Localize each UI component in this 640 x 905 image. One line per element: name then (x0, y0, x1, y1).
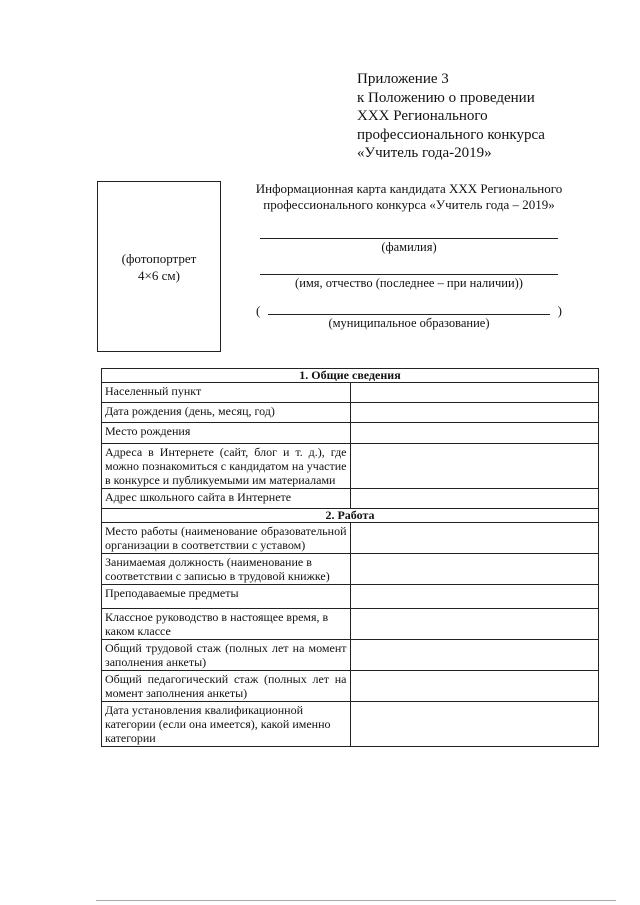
surname-caption: (фамилия) (381, 240, 437, 254)
name-field[interactable] (260, 274, 558, 291)
annex-contest-name: «Учитель года-2019» (357, 145, 492, 161)
annex-reference: к Положению о проведении (357, 89, 535, 106)
row-label-category: Дата установления квалификационной категории (если она имеется), какой именно категории (102, 702, 351, 747)
info-table (101, 368, 599, 747)
section-title-work: 2. Работа (102, 509, 599, 523)
card-title-line-1: Информационная карта кандидата XXX Регионального (255, 181, 563, 196)
row-label-internet: Адреса в Интернете (сайт, блог и т. д.), где можно познакомиться с кандидатом на участие в конкурсе и публикуемыми им материалами (102, 444, 351, 489)
row-value-internet[interactable] (350, 444, 599, 489)
row-label-birth-place: Место рождения (102, 423, 351, 444)
card-title (252, 181, 566, 213)
annex-contest-type: профессионального конкурса (357, 126, 545, 143)
card-title-line-2: профессионального конкурса «Учитель года – 2019» (263, 197, 555, 212)
photo-caption: (фотопортрет (121, 250, 197, 266)
row-value-locality[interactable] (350, 383, 599, 403)
table-row (102, 609, 599, 640)
table-row (102, 403, 599, 423)
row-label-birth-date: Дата рождения (день, месяц, год) (102, 403, 351, 423)
row-label-subjects: Преподаваемые предметы (102, 585, 351, 609)
table-row (102, 523, 599, 554)
page-bottom-rule (96, 900, 616, 901)
table-row (102, 554, 599, 585)
annex-number: Приложение 3 (357, 71, 449, 87)
section-header-general (102, 369, 599, 383)
annex-header (357, 70, 617, 163)
table-row (102, 640, 599, 671)
row-label-ped-experience: Общий педагогический стаж (полных лет на момент заполнения анкеты) (102, 671, 351, 702)
row-value-ped-experience[interactable] (350, 671, 599, 702)
row-label-total-experience: Общий трудовой стаж (полных лет на момент заполнения анкеты) (102, 640, 351, 671)
row-label-school-site: Адрес школьного сайта в Интернете (102, 489, 351, 509)
surname-line[interactable] (260, 238, 558, 239)
name-caption: (имя, отчество (последнее – при наличии)) (295, 276, 523, 290)
table-row (102, 423, 599, 444)
municipality-open-paren: ( (256, 303, 261, 318)
row-value-class-lead[interactable] (350, 609, 599, 640)
row-label-position: Занимаемая должность (наименование в соответствии с записью в трудовой книжке) (102, 554, 351, 585)
row-value-position[interactable] (350, 554, 599, 585)
table-row (102, 702, 599, 747)
row-value-birth-place[interactable] (350, 423, 599, 444)
row-label-workplace: Место работы (наименование образовательной организации в соответствии с уставом) (102, 523, 351, 554)
table-row (102, 585, 599, 609)
section-title-general: 1. Общие сведения (102, 369, 599, 383)
municipality-close-paren: ) (557, 303, 562, 318)
row-value-school-site[interactable] (350, 489, 599, 509)
row-value-total-experience[interactable] (350, 640, 599, 671)
table-row (102, 444, 599, 489)
row-value-category[interactable] (350, 702, 599, 747)
annex-contest-line: XXX Регионального (357, 108, 488, 124)
photo-size: 4×6 см) (138, 267, 180, 283)
municipality-caption: (муниципальное образование) (328, 316, 490, 330)
row-value-workplace[interactable] (350, 523, 599, 554)
section-header-work (102, 509, 599, 523)
table-row (102, 671, 599, 702)
row-value-subjects[interactable] (350, 585, 599, 609)
row-value-birth-date[interactable] (350, 403, 599, 423)
row-label-locality: Населенный пункт (102, 383, 351, 403)
municipality-line[interactable] (268, 314, 550, 315)
row-label-class-lead: Классное руководство в настоящее время, в каком классе (102, 609, 351, 640)
table-row (102, 489, 599, 509)
table-row (102, 383, 599, 403)
photo-placeholder[interactable] (97, 181, 221, 352)
name-line[interactable] (260, 274, 558, 275)
surname-field[interactable] (260, 238, 558, 255)
